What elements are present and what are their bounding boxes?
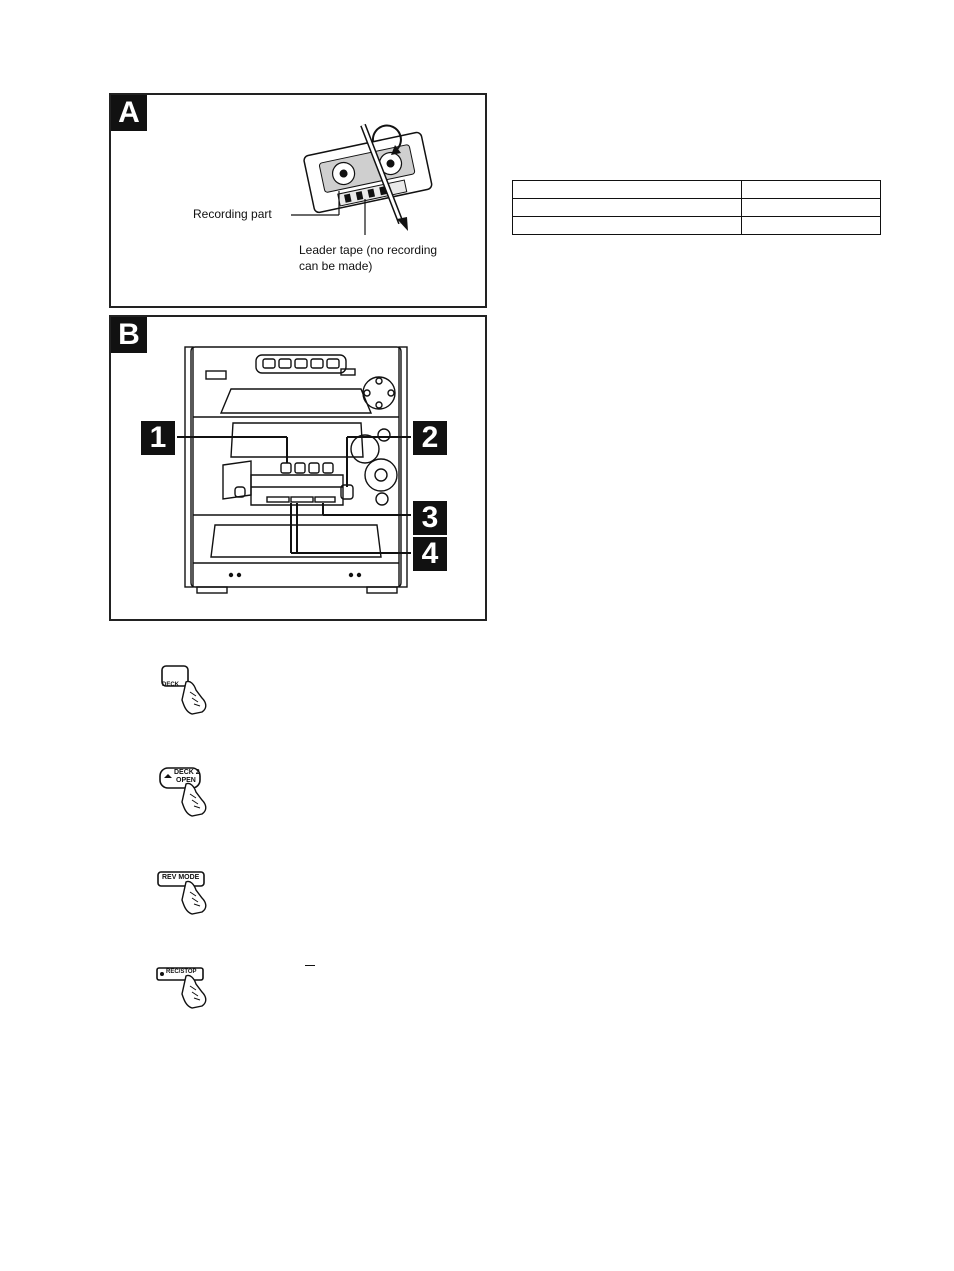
- tape-table: [512, 180, 881, 235]
- panel-a: [109, 93, 487, 308]
- deck-button-label: DECK: [162, 682, 180, 688]
- deck-button-illustration: [156, 662, 226, 716]
- table-row: [513, 181, 881, 199]
- deck2-open-button-illustration: [156, 766, 226, 820]
- callout-3: 3: [413, 501, 447, 535]
- open-label: OPEN: [176, 777, 196, 784]
- rec-stop-label: REC/STOP: [166, 969, 197, 975]
- table-cell: [742, 199, 881, 217]
- rec-stop-button-illustration: [156, 966, 226, 1020]
- stereo-system-illustration: [111, 317, 485, 619]
- table-cell: [742, 181, 881, 199]
- leader-tape-label-line1: Leader tape (no recording: [299, 243, 438, 257]
- table-row: [513, 199, 881, 217]
- leader-tape-label-line2: can be made): [299, 259, 373, 273]
- rev-mode-button-illustration: [156, 870, 226, 924]
- deck2-label: DECK 2: [174, 769, 200, 776]
- table-cell: [513, 217, 742, 235]
- table-cell: [742, 217, 881, 235]
- panel-a-letter: A: [111, 95, 147, 131]
- recording-part-label: Recording part: [193, 207, 272, 221]
- hand-press-icon: [156, 662, 226, 716]
- dash-mark: [305, 965, 315, 966]
- cassette-illustration: [111, 95, 485, 306]
- table-cell: [513, 199, 742, 217]
- table-row: [513, 217, 881, 235]
- callout-2: 2: [413, 421, 447, 455]
- table-cell: [513, 181, 742, 199]
- callout-1: 1: [141, 421, 175, 455]
- rev-mode-label: REV MODE: [162, 874, 200, 881]
- callout-4: 4: [413, 537, 447, 571]
- panel-b-letter: B: [111, 317, 147, 353]
- panel-b: [109, 315, 487, 621]
